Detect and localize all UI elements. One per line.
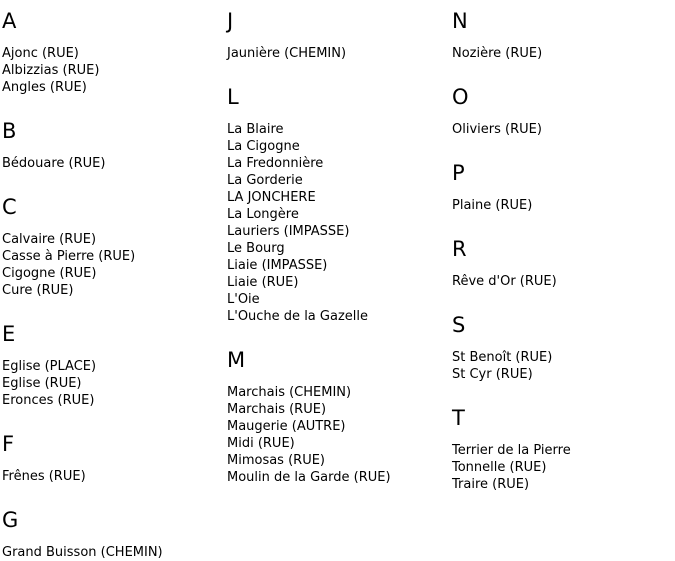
letter-heading: C <box>2 195 17 219</box>
street-item[interactable]: Bédouare (RUE) <box>2 156 106 171</box>
letter-section-A <box>2 9 225 96</box>
street-item[interactable]: Angles (RUE) <box>2 80 87 95</box>
street-item[interactable]: La Cigogne <box>227 139 300 154</box>
letter-section-O <box>452 85 675 138</box>
letter-section-G <box>2 508 225 561</box>
letter-heading: E <box>2 322 16 346</box>
street-list <box>2 155 225 172</box>
letter-section-C <box>2 195 225 299</box>
street-list <box>2 231 225 299</box>
street-list <box>2 358 225 409</box>
street-item[interactable]: Cigogne (RUE) <box>2 266 97 281</box>
street-item[interactable]: Casse à Pierre (RUE) <box>2 249 136 264</box>
street-item[interactable]: Eglise (RUE) <box>2 376 82 391</box>
street-item[interactable]: Eronces (RUE) <box>2 393 95 408</box>
street-item[interactable]: Nozière (RUE) <box>452 46 543 61</box>
letter-section-N <box>452 9 675 62</box>
letter-section-B <box>2 119 225 172</box>
letter-section-S <box>452 313 675 383</box>
index-column <box>0 9 225 561</box>
street-item[interactable]: La Blaire <box>227 122 284 137</box>
street-list <box>2 544 225 561</box>
street-item[interactable]: Rêve d'Or (RUE) <box>452 274 557 289</box>
letter-heading: J <box>227 9 234 33</box>
letter-heading: S <box>452 313 466 337</box>
letter-section-F <box>2 432 225 485</box>
letter-heading: A <box>2 9 17 33</box>
street-item[interactable]: Frênes (RUE) <box>2 469 86 484</box>
street-item[interactable]: Ajonc (RUE) <box>2 46 79 61</box>
letter-heading: R <box>452 237 467 261</box>
letter-heading: P <box>452 161 465 185</box>
street-item[interactable]: Le Bourg <box>227 241 285 256</box>
street-list <box>227 384 450 486</box>
letter-section-J <box>227 9 450 62</box>
letter-section-T <box>452 406 675 493</box>
street-item[interactable]: Cure (RUE) <box>2 283 74 298</box>
street-item[interactable]: Marchais (CHEMIN) <box>227 385 352 400</box>
letter-section-L <box>227 85 450 325</box>
street-item[interactable]: Plaine (RUE) <box>452 198 533 213</box>
letter-section-R <box>452 237 675 290</box>
street-item[interactable]: Maugerie (AUTRE) <box>227 419 346 434</box>
street-list <box>227 45 450 62</box>
letter-heading: G <box>2 508 19 532</box>
letter-heading: L <box>227 85 239 109</box>
street-list <box>452 121 675 138</box>
street-list <box>227 121 450 325</box>
street-list <box>2 45 225 96</box>
letter-heading: N <box>452 9 468 33</box>
letter-heading: F <box>2 432 15 456</box>
letter-heading: B <box>2 119 17 143</box>
street-list <box>452 197 675 214</box>
street-item[interactable]: L'Ouche de la Gazelle <box>227 309 368 324</box>
street-list <box>452 45 675 62</box>
street-item[interactable]: La Longère <box>227 207 299 222</box>
letter-section-M <box>227 348 450 486</box>
index-column <box>225 9 450 486</box>
street-item[interactable]: La Fredonnière <box>227 156 324 171</box>
index-column <box>450 9 675 493</box>
letter-heading: O <box>452 85 469 109</box>
street-item[interactable]: Liaie (IMPASSE) <box>227 258 328 273</box>
street-item[interactable]: Eglise (PLACE) <box>2 359 97 374</box>
street-item[interactable]: L'Oie <box>227 292 260 307</box>
street-item[interactable]: Tonnelle (RUE) <box>452 460 547 475</box>
street-item[interactable]: Traire (RUE) <box>452 477 530 492</box>
street-list <box>452 273 675 290</box>
letter-section-P <box>452 161 675 214</box>
street-item[interactable]: Oliviers (RUE) <box>452 122 542 137</box>
street-list <box>452 349 675 383</box>
street-item[interactable]: Albizzias (RUE) <box>2 63 100 78</box>
letter-heading: M <box>227 348 246 372</box>
street-item[interactable]: Calvaire (RUE) <box>2 232 97 247</box>
street-item[interactable]: St Benoît (RUE) <box>452 350 553 365</box>
street-item[interactable]: Grand Buisson (CHEMIN) <box>2 545 163 560</box>
street-item[interactable]: LA JONCHERE <box>227 190 316 205</box>
street-item[interactable]: Terrier de la Pierre <box>452 443 571 458</box>
street-list <box>452 442 675 493</box>
street-item[interactable]: Lauriers (IMPASSE) <box>227 224 350 239</box>
street-item[interactable]: Marchais (RUE) <box>227 402 327 417</box>
street-item[interactable]: La Gorderie <box>227 173 303 188</box>
street-list <box>2 468 225 485</box>
street-item[interactable]: Liaie (RUE) <box>227 275 299 290</box>
street-item[interactable]: Midi (RUE) <box>227 436 295 451</box>
street-item[interactable]: Mimosas (RUE) <box>227 453 325 468</box>
letter-heading: T <box>452 406 465 430</box>
street-item[interactable]: St Cyr (RUE) <box>452 367 533 382</box>
letter-section-E <box>2 322 225 409</box>
street-item[interactable]: Jaunière (CHEMIN) <box>227 46 347 61</box>
street-item[interactable]: Moulin de la Garde (RUE) <box>227 470 391 485</box>
